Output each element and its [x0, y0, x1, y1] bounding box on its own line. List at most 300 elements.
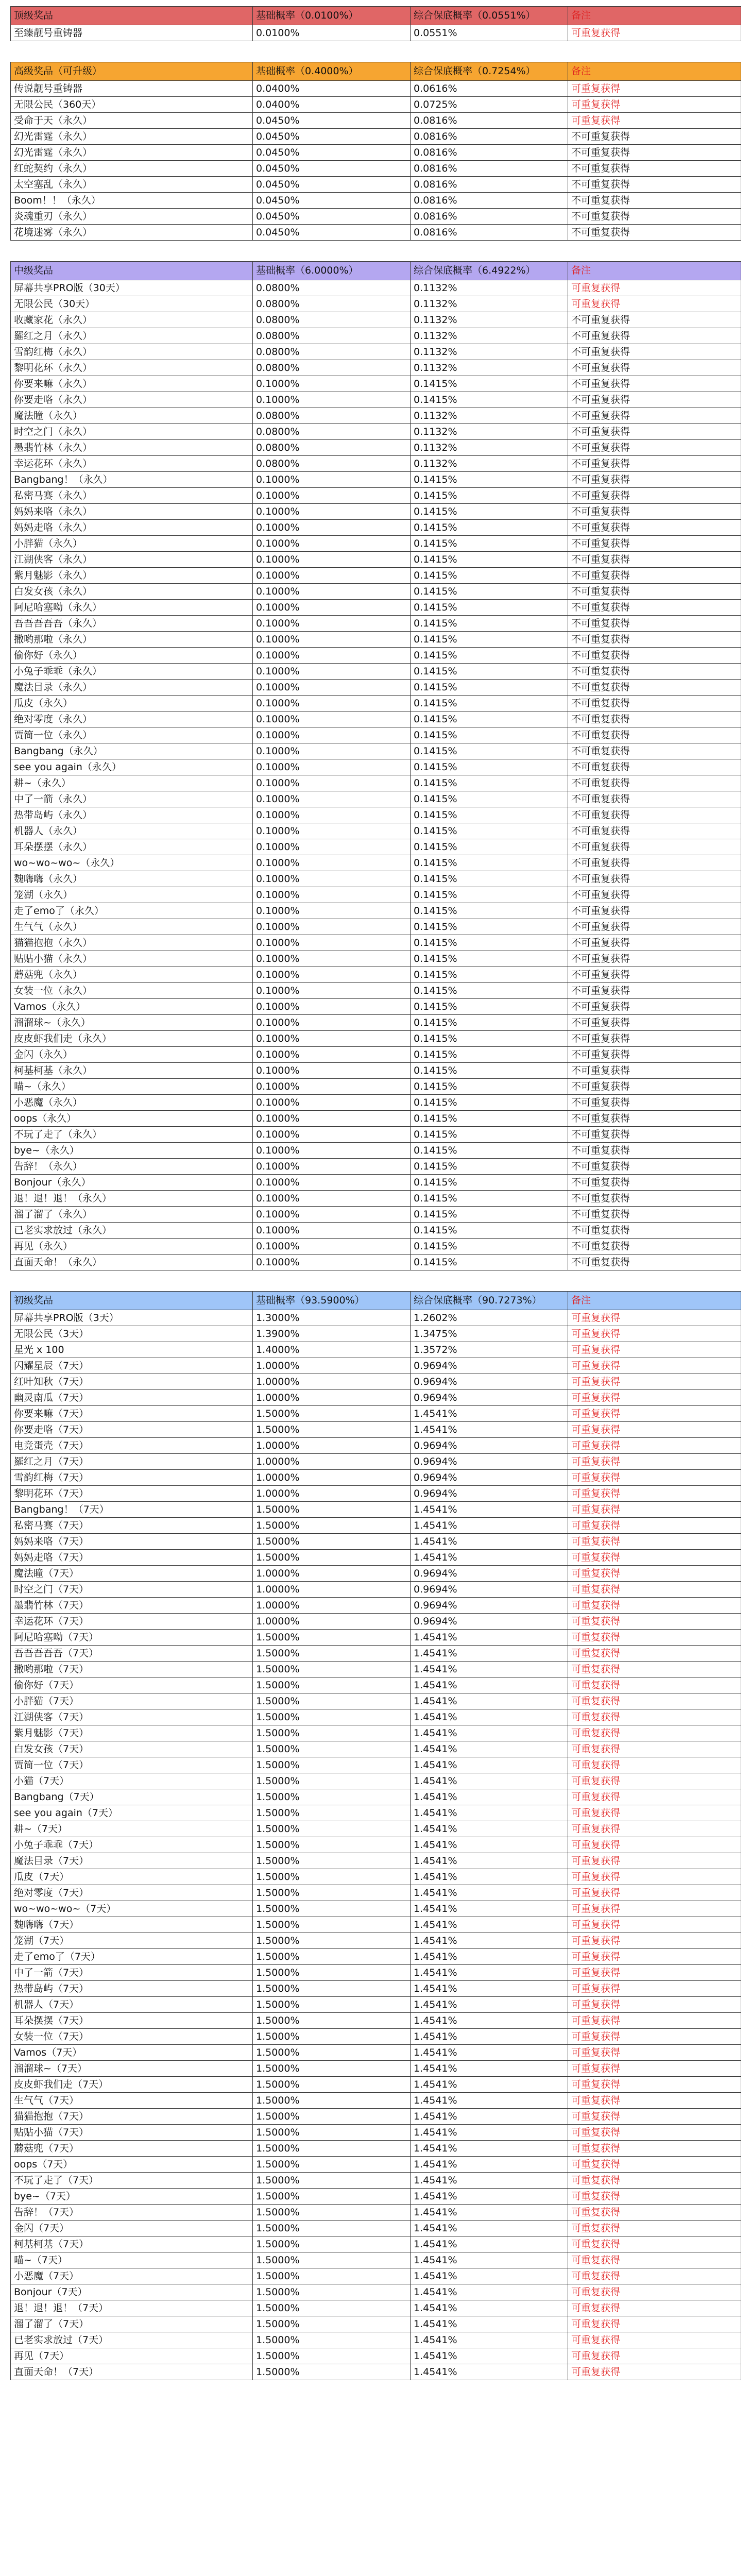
table-row — [11, 1454, 741, 1470]
table-row — [11, 1853, 741, 1869]
base-prob-cell: 1.0000% — [253, 1566, 411, 1582]
note-cell: 可重复获得 — [568, 2236, 741, 2252]
prize-name-cell: 吾吾吾吾吾（永久） — [11, 616, 253, 632]
prize-name-cell: 偷你好（7天） — [11, 1677, 253, 1693]
note-cell: 可重复获得 — [568, 1869, 741, 1885]
overall-prob-cell: 0.1415% — [411, 823, 568, 839]
base-prob-cell: 1.5000% — [253, 2348, 411, 2364]
table-row — [11, 552, 741, 568]
table-header-row — [11, 7, 741, 25]
note-cell: 可重复获得 — [568, 1566, 741, 1582]
note-cell: 不可重复获得 — [568, 520, 741, 536]
prize-name-cell: 已老实求放过（7天） — [11, 2332, 253, 2348]
overall-prob-cell: 1.4541% — [411, 2300, 568, 2316]
prize-name-cell: 中了一箭（永久） — [11, 791, 253, 807]
prize-name-cell: 至臻靓号重铸器 — [11, 25, 253, 41]
base-prob-cell: 0.1000% — [253, 1111, 411, 1127]
base-prob-cell: 0.1000% — [253, 696, 411, 711]
base-prob-cell: 1.5000% — [253, 1869, 411, 1885]
overall-prob-cell: 0.0816% — [411, 177, 568, 193]
prize-name-cell: 柯基柯基（7天） — [11, 2236, 253, 2252]
note-cell: 不可重复获得 — [568, 999, 741, 1015]
base-prob-cell: 0.1000% — [253, 1223, 411, 1239]
table-row — [11, 664, 741, 680]
note-cell: 可重复获得 — [568, 2125, 741, 2141]
base-prob-cell: 0.0100% — [253, 25, 411, 41]
base-prob-cell: 1.5000% — [253, 1646, 411, 1662]
note-cell: 不可重复获得 — [568, 145, 741, 161]
base-prob-cell: 1.5000% — [253, 1677, 411, 1693]
base-prob-cell: 1.0000% — [253, 1390, 411, 1406]
base-prob-cell: 0.1000% — [253, 855, 411, 871]
prize-name-cell: 传说靓号重铸器 — [11, 81, 253, 97]
base-prob-cell: 1.5000% — [253, 2093, 411, 2109]
note-cell: 不可重复获得 — [568, 161, 741, 177]
table-row — [11, 1390, 741, 1406]
note-cell: 可重复获得 — [568, 2157, 741, 2173]
prize-name-cell: 耕~（永久） — [11, 775, 253, 791]
note-cell: 可重复获得 — [568, 2093, 741, 2109]
prize-name-cell: 幻光雷霆（永久） — [11, 129, 253, 145]
overall-prob-cell: 1.4541% — [411, 1933, 568, 1949]
base-prob-cell: 0.1000% — [253, 1239, 411, 1255]
overall-prob-cell: 0.1415% — [411, 552, 568, 568]
note-cell: 可重复获得 — [568, 280, 741, 296]
overall-prob-cell: 1.4541% — [411, 1406, 568, 1422]
table-row — [11, 2300, 741, 2316]
overall-prob-cell: 1.4541% — [411, 2364, 568, 2380]
base-prob-cell: 1.3000% — [253, 1310, 411, 1326]
table-row — [11, 520, 741, 536]
table-row — [11, 2061, 741, 2077]
note-cell: 可重复获得 — [568, 1614, 741, 1630]
table-row — [11, 1965, 741, 1981]
table-row — [11, 1693, 741, 1709]
note-cell: 可重复获得 — [568, 1901, 741, 1917]
prize-name-cell: 收藏家花（永久） — [11, 312, 253, 328]
prize-name-cell: 黎明花环（永久） — [11, 360, 253, 376]
overall-prob-cell: 0.1415% — [411, 568, 568, 584]
base-prob-cell: 1.5000% — [253, 1662, 411, 1677]
table-header-row — [11, 1292, 741, 1310]
overall-prob-cell: 1.4541% — [411, 2109, 568, 2125]
note-cell: 不可重复获得 — [568, 1015, 741, 1031]
table-row — [11, 1095, 741, 1111]
tier-header: 中级奖品 — [11, 262, 253, 280]
table-row — [11, 161, 741, 177]
base-prob-cell: 1.5000% — [253, 2109, 411, 2125]
overall-prob-cell: 0.0816% — [411, 113, 568, 129]
overall-prob-cell: 1.4541% — [411, 1725, 568, 1741]
base-prob-cell: 1.5000% — [253, 1518, 411, 1534]
base-prob-cell: 1.5000% — [253, 2077, 411, 2093]
note-cell: 不可重复获得 — [568, 568, 741, 584]
table-row — [11, 2364, 741, 2380]
base-prob-cell: 0.1000% — [253, 1095, 411, 1111]
note-cell: 可重复获得 — [568, 1598, 741, 1614]
note-cell: 可重复获得 — [568, 1741, 741, 1757]
table-row — [11, 1662, 741, 1677]
overall-prob-cell: 1.4541% — [411, 1869, 568, 1885]
prize-name-cell: Boom！！（永久） — [11, 193, 253, 209]
base-prob-cell: 1.5000% — [253, 1837, 411, 1853]
prize-name-cell: 太空塞乱（永久） — [11, 177, 253, 193]
base-prob-cell: 0.1000% — [253, 632, 411, 648]
base-prob-cell: 0.1000% — [253, 664, 411, 680]
overall-prob-cell: 0.1415% — [411, 1111, 568, 1127]
prize-name-cell: 生气气（7天） — [11, 2093, 253, 2109]
note-cell: 不可重复获得 — [568, 632, 741, 648]
note-cell: 不可重复获得 — [568, 552, 741, 568]
table-row — [11, 344, 741, 360]
prize-name-cell: wo~wo~wo~（7天） — [11, 1901, 253, 1917]
base-prob-cell: 1.5000% — [253, 2332, 411, 2348]
table-row — [11, 600, 741, 616]
overall-prob-cell: 0.1415% — [411, 1079, 568, 1095]
note-cell: 可重复获得 — [568, 1310, 741, 1326]
base-prob-cell: 0.1000% — [253, 504, 411, 520]
prize-name-cell: 退！退！退！（永久） — [11, 1191, 253, 1207]
table-row — [11, 632, 741, 648]
overall-prob-cell: 0.1415% — [411, 855, 568, 871]
overall-prob-cell: 0.1415% — [411, 871, 568, 887]
table-row — [11, 2045, 741, 2061]
prize-name-cell: 小胖猫（7天） — [11, 1693, 253, 1709]
table-row — [11, 1406, 741, 1422]
note-cell: 不可重复获得 — [568, 839, 741, 855]
overall-prob-cell: 0.1415% — [411, 1191, 568, 1207]
base-prob-header: 基础概率（0.0100%） — [253, 7, 411, 25]
table-row — [11, 209, 741, 225]
prize-name-cell: bye~（7天） — [11, 2189, 253, 2205]
base-prob-cell: 1.5000% — [253, 1901, 411, 1917]
overall-prob-cell: 0.1415% — [411, 1127, 568, 1143]
table-row — [11, 935, 741, 951]
prize-name-cell: 紫月魅影（永久） — [11, 568, 253, 584]
table-row — [11, 1518, 741, 1534]
overall-prob-cell: 0.9694% — [411, 1486, 568, 1502]
note-cell: 不可重复获得 — [568, 312, 741, 328]
table-row — [11, 2221, 741, 2236]
prize-name-cell: 炎魂重刃（永久） — [11, 209, 253, 225]
table-row — [11, 408, 741, 424]
base-prob-cell: 1.0000% — [253, 1358, 411, 1374]
base-prob-cell: 0.1000% — [253, 536, 411, 552]
note-cell: 不可重复获得 — [568, 711, 741, 727]
note-cell: 可重复获得 — [568, 1502, 741, 1518]
prize-name-cell: 小胖猫（永久） — [11, 536, 253, 552]
table-row — [11, 1885, 741, 1901]
overall-prob-cell: 0.1415% — [411, 680, 568, 696]
overall-prob-cell: 1.4541% — [411, 1662, 568, 1677]
note-cell: 可重复获得 — [568, 2268, 741, 2284]
table-row — [11, 1063, 741, 1079]
base-prob-cell: 1.5000% — [253, 2236, 411, 2252]
prize-name-cell: 瓜皮（7天） — [11, 1869, 253, 1885]
prize-name-cell: 小兔子乖乖（永久） — [11, 664, 253, 680]
base-prob-cell: 0.1000% — [253, 1031, 411, 1047]
note-cell: 不可重复获得 — [568, 807, 741, 823]
base-prob-cell: 1.5000% — [253, 2364, 411, 2380]
overall-prob-cell: 0.0616% — [411, 81, 568, 97]
base-prob-cell: 1.5000% — [253, 1709, 411, 1725]
note-cell: 可重复获得 — [568, 1805, 741, 1821]
note-cell: 不可重复获得 — [568, 488, 741, 504]
prize-name-cell: 幻光雷霆（永久） — [11, 145, 253, 161]
overall-prob-cell: 1.4541% — [411, 2252, 568, 2268]
note-cell: 可重复获得 — [568, 1518, 741, 1534]
base-prob-cell: 0.0800% — [253, 280, 411, 296]
overall-prob-header: 综合保底概率（6.4922%） — [411, 262, 568, 280]
table-row — [11, 1741, 741, 1757]
overall-prob-cell: 0.1415% — [411, 1159, 568, 1175]
table-row — [11, 823, 741, 839]
prize-name-cell: 退！退！退！（7天） — [11, 2300, 253, 2316]
table-row — [11, 440, 741, 456]
prize-name-cell: 小兔子乖乖（7天） — [11, 1837, 253, 1853]
note-cell: 可重复获得 — [568, 1534, 741, 1550]
note-cell: 不可重复获得 — [568, 775, 741, 791]
base-prob-cell: 1.5000% — [253, 1997, 411, 2013]
overall-prob-cell: 0.1415% — [411, 887, 568, 903]
table-row — [11, 743, 741, 759]
overall-prob-cell: 0.0816% — [411, 193, 568, 209]
base-prob-cell: 0.0450% — [253, 225, 411, 241]
prize-name-cell: 皮皮虾我们走（永久） — [11, 1031, 253, 1047]
base-prob-cell: 1.5000% — [253, 1933, 411, 1949]
prize-name-cell: 闪耀星辰（7天） — [11, 1358, 253, 1374]
base-prob-cell: 1.5000% — [253, 1741, 411, 1757]
table-row — [11, 1358, 741, 1374]
overall-prob-cell: 0.1415% — [411, 983, 568, 999]
table-row — [11, 2013, 741, 2029]
base-prob-cell: 1.0000% — [253, 1598, 411, 1614]
table-row — [11, 1981, 741, 1997]
overall-prob-cell: 0.1415% — [411, 1223, 568, 1239]
base-prob-cell: 1.5000% — [253, 1805, 411, 1821]
base-prob-cell: 1.5000% — [253, 1917, 411, 1933]
table-row — [11, 360, 741, 376]
base-prob-cell: 0.0450% — [253, 177, 411, 193]
note-cell: 可重复获得 — [568, 2077, 741, 2093]
prize-name-cell: Vamos（7天） — [11, 2045, 253, 2061]
base-prob-cell: 0.1000% — [253, 1047, 411, 1063]
table-row — [11, 2205, 741, 2221]
prize-name-cell: Bonjour（7天） — [11, 2284, 253, 2300]
prize-name-cell: Bangbang！（永久） — [11, 472, 253, 488]
prize-name-cell: 溜了溜了（7天） — [11, 2316, 253, 2332]
note-cell: 可重复获得 — [568, 1390, 741, 1406]
base-prob-cell: 0.0400% — [253, 81, 411, 97]
table-row — [11, 1223, 741, 1239]
overall-prob-cell: 0.1415% — [411, 664, 568, 680]
overall-prob-cell: 0.9694% — [411, 1566, 568, 1582]
overall-prob-cell: 0.1132% — [411, 440, 568, 456]
overall-prob-cell: 0.1415% — [411, 1239, 568, 1255]
prize-name-cell: 绝对零度（7天） — [11, 1885, 253, 1901]
base-prob-cell: 0.0800% — [253, 424, 411, 440]
prize-name-cell: 魔法目录（永久） — [11, 680, 253, 696]
table-row — [11, 472, 741, 488]
table-row — [11, 2332, 741, 2348]
table-row — [11, 1821, 741, 1837]
base-prob-cell: 0.1000% — [253, 1063, 411, 1079]
note-cell: 可重复获得 — [568, 25, 741, 41]
base-prob-cell: 1.5000% — [253, 1981, 411, 1997]
note-cell: 可重复获得 — [568, 1646, 741, 1662]
table-row — [11, 1079, 741, 1095]
overall-prob-cell: 1.4541% — [411, 2189, 568, 2205]
note-cell: 可重复获得 — [568, 1438, 741, 1454]
prize-name-cell: 笼湖（7天） — [11, 1933, 253, 1949]
table-row — [11, 807, 741, 823]
base-prob-cell: 1.5000% — [253, 1965, 411, 1981]
note-cell: 不可重复获得 — [568, 1255, 741, 1270]
note-cell: 不可重复获得 — [568, 408, 741, 424]
base-prob-cell: 1.5000% — [253, 2316, 411, 2332]
tier-header: 初级奖品 — [11, 1292, 253, 1310]
note-cell: 不可重复获得 — [568, 1095, 741, 1111]
note-cell: 可重复获得 — [568, 1630, 741, 1646]
note-cell: 可重复获得 — [568, 2045, 741, 2061]
overall-prob-cell: 1.4541% — [411, 2077, 568, 2093]
base-prob-cell: 0.1000% — [253, 887, 411, 903]
note-cell: 不可重复获得 — [568, 983, 741, 999]
prize-name-cell: 电竞蛋壳（7天） — [11, 1438, 253, 1454]
overall-prob-cell: 0.1415% — [411, 600, 568, 616]
prize-name-cell: 妈妈来咯（永久） — [11, 504, 253, 520]
base-prob-cell: 0.1000% — [253, 839, 411, 855]
base-prob-cell: 1.0000% — [253, 1486, 411, 1502]
base-prob-cell: 0.1000% — [253, 951, 411, 967]
overall-prob-cell: 1.4541% — [411, 1853, 568, 1869]
table-row — [11, 887, 741, 903]
prize-name-cell: 耳朵摆摆（永久） — [11, 839, 253, 855]
overall-prob-cell: 0.0816% — [411, 145, 568, 161]
overall-prob-cell: 0.0816% — [411, 129, 568, 145]
base-prob-cell: 1.5000% — [253, 1534, 411, 1550]
prize-name-cell: 魏嗨嗨（永久） — [11, 871, 253, 887]
note-cell: 不可重复获得 — [568, 1031, 741, 1047]
table-row — [11, 225, 741, 241]
prize-name-cell: 阿尼哈塞呦（永久） — [11, 600, 253, 616]
base-prob-cell: 1.5000% — [253, 1725, 411, 1741]
base-prob-cell: 0.1000% — [253, 552, 411, 568]
table-row — [11, 1239, 741, 1255]
overall-prob-cell: 1.4541% — [411, 1422, 568, 1438]
base-prob-cell: 1.0000% — [253, 1582, 411, 1598]
overall-prob-cell: 0.1415% — [411, 919, 568, 935]
table-row — [11, 536, 741, 552]
note-cell: 可重复获得 — [568, 1550, 741, 1566]
table-row — [11, 1709, 741, 1725]
table-row — [11, 1326, 741, 1342]
table-row — [11, 680, 741, 696]
prize-name-cell: 你要走咯（永久） — [11, 392, 253, 408]
base-prob-cell: 1.5000% — [253, 1550, 411, 1566]
overall-prob-cell: 0.1132% — [411, 296, 568, 312]
base-prob-cell: 0.1000% — [253, 759, 411, 775]
overall-prob-cell: 1.4541% — [411, 2045, 568, 2061]
overall-prob-cell: 1.4541% — [411, 1997, 568, 2013]
overall-prob-cell: 1.4541% — [411, 2141, 568, 2157]
prize-name-cell: 笼湖（永久） — [11, 887, 253, 903]
overall-prob-cell: 0.1132% — [411, 328, 568, 344]
base-prob-cell: 0.0800% — [253, 296, 411, 312]
note-cell: 不可重复获得 — [568, 456, 741, 472]
overall-prob-cell: 1.4541% — [411, 2284, 568, 2300]
table-row — [11, 1207, 741, 1223]
note-cell: 可重复获得 — [568, 1374, 741, 1390]
overall-prob-cell: 0.1415% — [411, 696, 568, 711]
overall-prob-cell: 1.4541% — [411, 1693, 568, 1709]
note-cell: 可重复获得 — [568, 81, 741, 97]
overall-prob-cell: 1.4541% — [411, 1677, 568, 1693]
base-prob-cell: 0.1000% — [253, 1255, 411, 1270]
overall-prob-cell: 0.1415% — [411, 839, 568, 855]
prize-name-cell: 黎明花环（7天） — [11, 1486, 253, 1502]
overall-prob-cell: 0.0551% — [411, 25, 568, 41]
base-prob-cell: 1.3900% — [253, 1326, 411, 1342]
base-prob-cell: 1.5000% — [253, 1773, 411, 1789]
note-cell: 可重复获得 — [568, 1949, 741, 1965]
overall-prob-cell: 1.4541% — [411, 1821, 568, 1837]
base-prob-cell: 1.5000% — [253, 2125, 411, 2141]
base-prob-cell: 0.1000% — [253, 1079, 411, 1095]
table-row — [11, 2173, 741, 2189]
table-row — [11, 759, 741, 775]
prize-name-cell: 直面天命！（7天） — [11, 2364, 253, 2380]
top-prize-table — [10, 6, 741, 41]
prize-name-cell: Vamos（永久） — [11, 999, 253, 1015]
prize-name-cell: 走了emo了（7天） — [11, 1949, 253, 1965]
note-cell: 可重复获得 — [568, 1582, 741, 1598]
prize-name-cell: 小恶魔（永久） — [11, 1095, 253, 1111]
overall-prob-cell: 1.4541% — [411, 1901, 568, 1917]
note-header: 备注 — [568, 1292, 741, 1310]
table-row — [11, 145, 741, 161]
overall-prob-header: 综合保底概率（90.7273%） — [411, 1292, 568, 1310]
prize-name-cell: 再见（永久） — [11, 1239, 253, 1255]
base-prob-cell: 1.4000% — [253, 1342, 411, 1358]
prize-name-cell: 时空之门（7天） — [11, 1582, 253, 1598]
base-prob-cell: 0.1000% — [253, 1143, 411, 1159]
note-cell: 不可重复获得 — [568, 1159, 741, 1175]
prize-name-cell: 小猫（7天） — [11, 1773, 253, 1789]
advanced-prize-table — [10, 62, 741, 241]
base-prob-cell: 0.1000% — [253, 1207, 411, 1223]
overall-prob-cell: 1.4541% — [411, 1630, 568, 1646]
prize-name-cell: 私密马赛（永久） — [11, 488, 253, 504]
overall-prob-header: 综合保底概率（0.7254%） — [411, 62, 568, 81]
table-row — [11, 1997, 741, 2013]
note-cell: 可重复获得 — [568, 113, 741, 129]
table-row — [11, 1725, 741, 1741]
prize-name-cell: 无限公民（30天） — [11, 296, 253, 312]
overall-prob-cell: 0.1415% — [411, 951, 568, 967]
table-row — [11, 2252, 741, 2268]
prize-name-cell: 红蛇契约（永久） — [11, 161, 253, 177]
overall-prob-cell: 0.9694% — [411, 1582, 568, 1598]
base-prob-cell: 0.1000% — [253, 903, 411, 919]
table-row — [11, 1470, 741, 1486]
overall-prob-cell: 0.0816% — [411, 161, 568, 177]
note-cell: 可重复获得 — [568, 97, 741, 113]
base-prob-cell: 1.5000% — [253, 2205, 411, 2221]
table-row — [11, 839, 741, 855]
prize-name-cell: 幸运花环（7天） — [11, 1614, 253, 1630]
base-prob-cell: 0.1000% — [253, 472, 411, 488]
